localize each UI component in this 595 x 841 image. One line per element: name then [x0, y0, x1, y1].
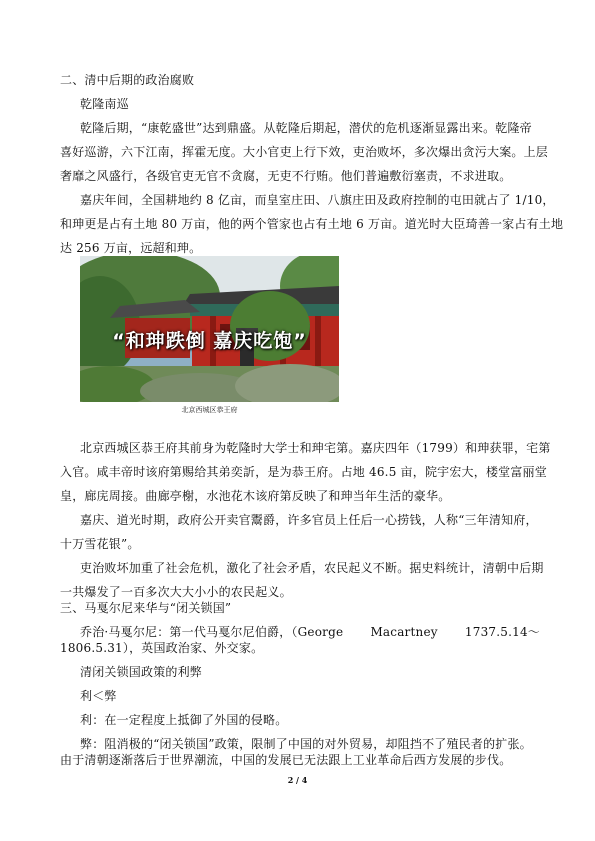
- paragraph-line: 乾隆后期，“康乾盛世”达到鼎盛。从乾隆后期起，潜伏的危机逐渐显露出来。乾隆帝: [80, 121, 532, 135]
- paragraph-line: 一共爆发了一百多次大大小小的农民起义。: [60, 585, 292, 599]
- paragraph-line: 皇，廊庑周接。曲廊亭榭，水池花木该府第反映了和珅当年生活的豪华。: [60, 489, 451, 503]
- macartney-intro-part: 1737.5.14～: [464, 625, 540, 639]
- paragraph-line: 十万雪花银”。: [60, 537, 140, 551]
- prince-gong-mansion-photo: [80, 256, 339, 418]
- macartney-intro-part: 乔治·马戛尔尼：第一代马戛尔尼伯爵，（George: [80, 625, 344, 639]
- paragraph-line: 北京西城区恭王府其前身为乾隆时大学士和珅宅第。嘉庆四年（1799）和珅获罪，宅第: [80, 441, 551, 455]
- paragraph-line: 嘉庆年间，全国耕地约 8 亿亩，而皇室庄田、八旗庄田及政府控制的屯田就占了 1/10，: [80, 193, 555, 207]
- subheading-pros-less-than-cons: 利＜弊: [80, 689, 117, 703]
- section-heading-macartney: 三、马戛尔尼来华与“闭关锁国”: [60, 601, 232, 615]
- paragraph-line: 达 256 万亩，远超和珅。: [60, 241, 202, 255]
- page-number: 2 / 4: [287, 775, 308, 785]
- paragraph-line: 和珅更是占有土地 80 万亩，他的两个管家也占有土地 6 万亩。道光时大臣琦善一家占有土地: [60, 217, 564, 231]
- paragraph-line: 弊：阻消极的“闭关锁国”政策，限制了中国的对外贸易，却阻挡不了殖民者的扩张。: [80, 737, 532, 751]
- paragraph-line: 吏治败坏加重了社会危机，激化了社会矛盾，农民起义不断。据史料统计，清朝中后期: [80, 561, 544, 575]
- macartney-intro-line: [80, 624, 540, 640]
- paragraph-line: 1806.5.31），英国政治家、外交家。: [60, 641, 264, 655]
- section-heading-corruption: 二、清中后期的政治腐败: [60, 73, 195, 87]
- subheading-qianlong-tour: 乾隆南巡: [80, 97, 129, 111]
- photo-caption: 北京西城区恭王府: [181, 406, 238, 414]
- photo-overlay-slogan: “和珅跌倒 嘉庆吃饱”: [112, 330, 307, 352]
- macartney-intro-part: Macartney: [370, 625, 438, 639]
- paragraph-line: 嘉庆、道光时期，政府公开卖官鬻爵，许多官员上任后一心捞钱，人称“三年清知府，: [80, 513, 538, 527]
- paragraph-line: 奢靡之风盛行，各级官吏无官不贪腐，无吏不行贿。他们普遍敷衍塞责，不求进取。: [60, 169, 512, 183]
- subheading-policy-pros-cons: 清闭关锁国政策的利弊: [80, 665, 203, 679]
- paragraph-line: 利：在一定程度上抵御了外国的侵略。: [80, 713, 288, 727]
- paragraph-line: 喜好巡游，六下江南，挥霍无度。大小官吏上行下效，吏治败坏，多次爆出贪污大案。上层: [60, 145, 549, 159]
- paragraph-line: 由于清朝逐渐落后于世界潮流，中国的发展已无法跟上工业革命后西方发展的步伐。: [60, 753, 512, 767]
- paragraph-line: 入官。咸丰帝时该府第赐给其弟奕訢，是为恭王府。占地 46.5 亩，院宇宏大，楼堂富丽堂: [60, 465, 547, 479]
